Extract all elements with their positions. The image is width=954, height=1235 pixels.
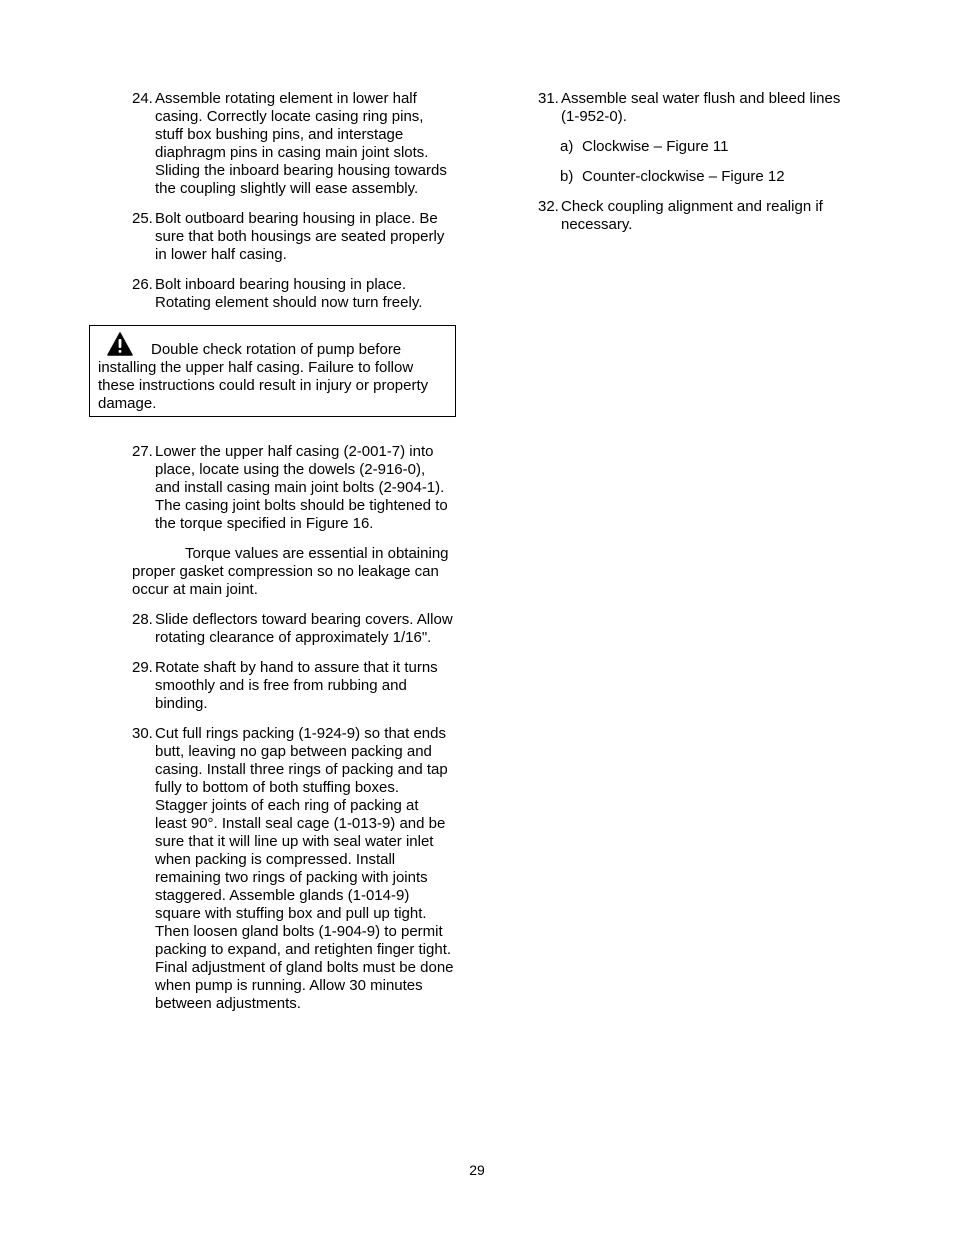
step-number: 25.: [132, 210, 153, 227]
step-text: Lower the upper half casing (2-001-7) into place, locate using the dowels (2-916-0), and install casing main joint bolts (2-904-1). The casing joint bolts should be tightened to the torque specified in Figure 16.: [155, 443, 448, 532]
sub-item-text: Counter-clockwise – Figure 12: [582, 168, 785, 185]
step-text: Assemble rotating element in lower half casing. Correctly locate casing ring pins, stuff box bushing pins, and interstage diaphragm pins in casing main joint slots. Sliding the inboard bearing housing towards the coupling slightly will ease assembly.: [155, 90, 447, 197]
step-number: 29.: [132, 659, 153, 676]
sub-item-label: a): [560, 138, 574, 155]
step-number: 24.: [132, 90, 153, 107]
step-text: Slide deflectors toward bearing covers. Allow rotating clearance of approximately 1/16".: [155, 611, 453, 646]
step-25: [132, 210, 454, 264]
step-number: 27.: [132, 443, 153, 460]
right-column: [538, 90, 858, 246]
step-26: [132, 276, 454, 312]
step-29: [132, 659, 454, 713]
torque-note-text: Torque values are essential in obtaining proper gasket compression so no leakage can occur at main joint.: [132, 545, 449, 598]
step-number: 26.: [132, 276, 153, 293]
warning-triangle-icon: [107, 332, 137, 356]
step-number: 32.: [538, 198, 559, 215]
step-30: [132, 725, 454, 1013]
warning-text: Double check rotation of pump before installing the upper half casing. Failure to follow these instructions could result in injury or property damage.: [98, 341, 429, 412]
sub-item-a: [560, 138, 858, 156]
torque-note: [132, 545, 454, 599]
left-column: [98, 90, 454, 1025]
step-number: 31.: [538, 90, 559, 107]
step-24: [132, 90, 454, 198]
step-number: 28.: [132, 611, 153, 628]
step-text: Rotate shaft by hand to assure that it turns smoothly and is free from rubbing and binding.: [155, 659, 438, 712]
step-number: 30.: [132, 725, 153, 742]
page-number: 29: [469, 1162, 485, 1178]
sub-item-b: [560, 168, 858, 186]
step-text: Bolt outboard bearing housing in place. Be sure that both housings are seated properly in lower half casing.: [155, 210, 445, 263]
step-28: [132, 611, 454, 647]
sub-item-label: b): [560, 168, 574, 185]
step-31: [538, 90, 858, 126]
step-text: Check coupling alignment and realign if necessary.: [561, 198, 823, 233]
warning-box: [89, 325, 456, 417]
step-text: Cut full rings packing (1-924-9) so that ends butt, leaving no gap between packing and casing. Install three rings of packing and tap fully to bottom of both stuffing boxes. Stagger joints of each ring of packing at least 90°. Install seal cage (1-013-9) and be sure that it will line up with seal water inlet when packing is compressed. Install remaining two rings of packing with joints staggered. Assemble glands (1-014-9) square with stuffing box and pull up tight. Then loosen gland bolts (1-904-9) to permit packing to expand, and retighten finger tight. Final adjustment of gland bolts must be done when pump is running. Allow 30 minutes between adjustments.: [155, 725, 454, 1012]
step-text: Assemble seal water flush and bleed lines (1-952-0).: [561, 90, 841, 125]
step-32: [538, 198, 858, 234]
step-27: [132, 443, 454, 533]
step-text: Bolt inboard bearing housing in place. Rotating element should now turn freely.: [155, 276, 423, 311]
sub-item-text: Clockwise – Figure 11: [582, 138, 729, 155]
